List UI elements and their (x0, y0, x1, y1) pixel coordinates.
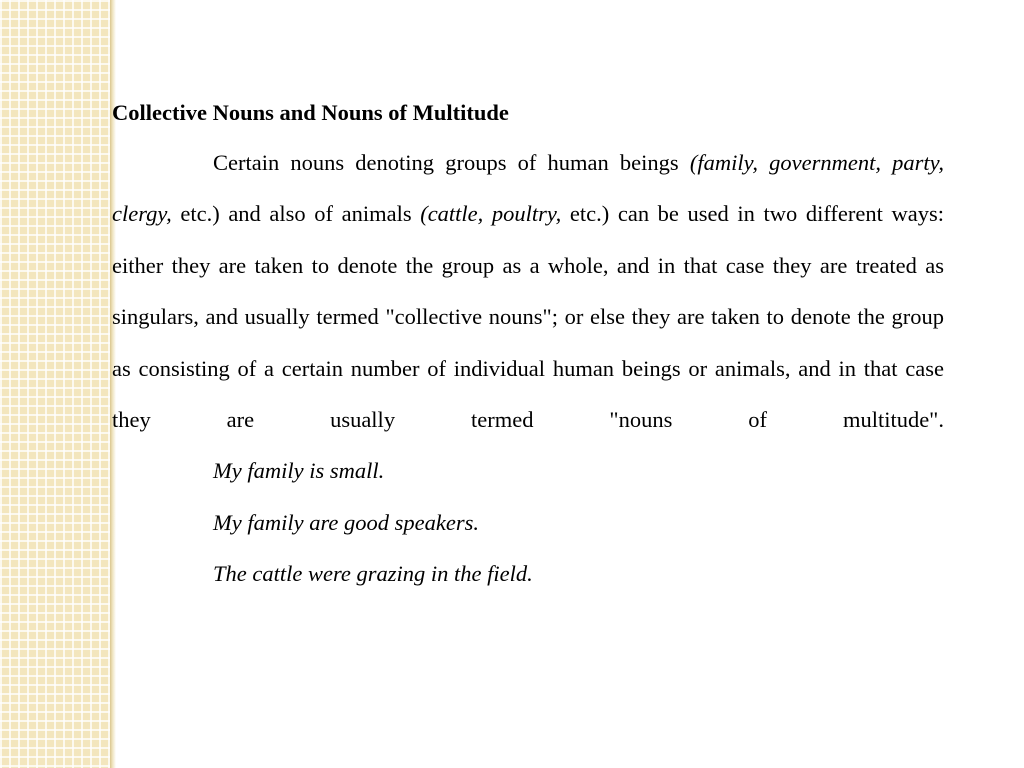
slide-title: Collective Nouns and Nouns of Multitude (112, 100, 509, 125)
paragraph-italic-2: (cattle, poultry, (420, 201, 562, 227)
example-sentence-2: My family are good speakers. (213, 509, 479, 535)
example-sentence-1: My family is small. (213, 458, 385, 484)
example-sentence-3: The cattle were grazing in the field. (213, 561, 533, 587)
paragraph-text-1: Certain nouns denoting groups of human beings (213, 150, 690, 175)
slide-content (112, 95, 944, 600)
paragraph-text-2: etc.) and also of animals (171, 201, 421, 227)
body-paragraph (112, 137, 944, 445)
decorative-side-pattern (0, 0, 110, 768)
paragraph-italic-1: (family, government, party, clergy, (112, 150, 944, 227)
paragraph-text-3: etc.) can be used in two different ways: either they are taken to denote the group as a whole, and in that case they are treated as singulars, and usually termed "collective nouns"; or else they are taken to denote the group as consisting of a certain number of individual human beings or animals, and in that case they are usually termed "nouns of multitude". (112, 201, 944, 433)
